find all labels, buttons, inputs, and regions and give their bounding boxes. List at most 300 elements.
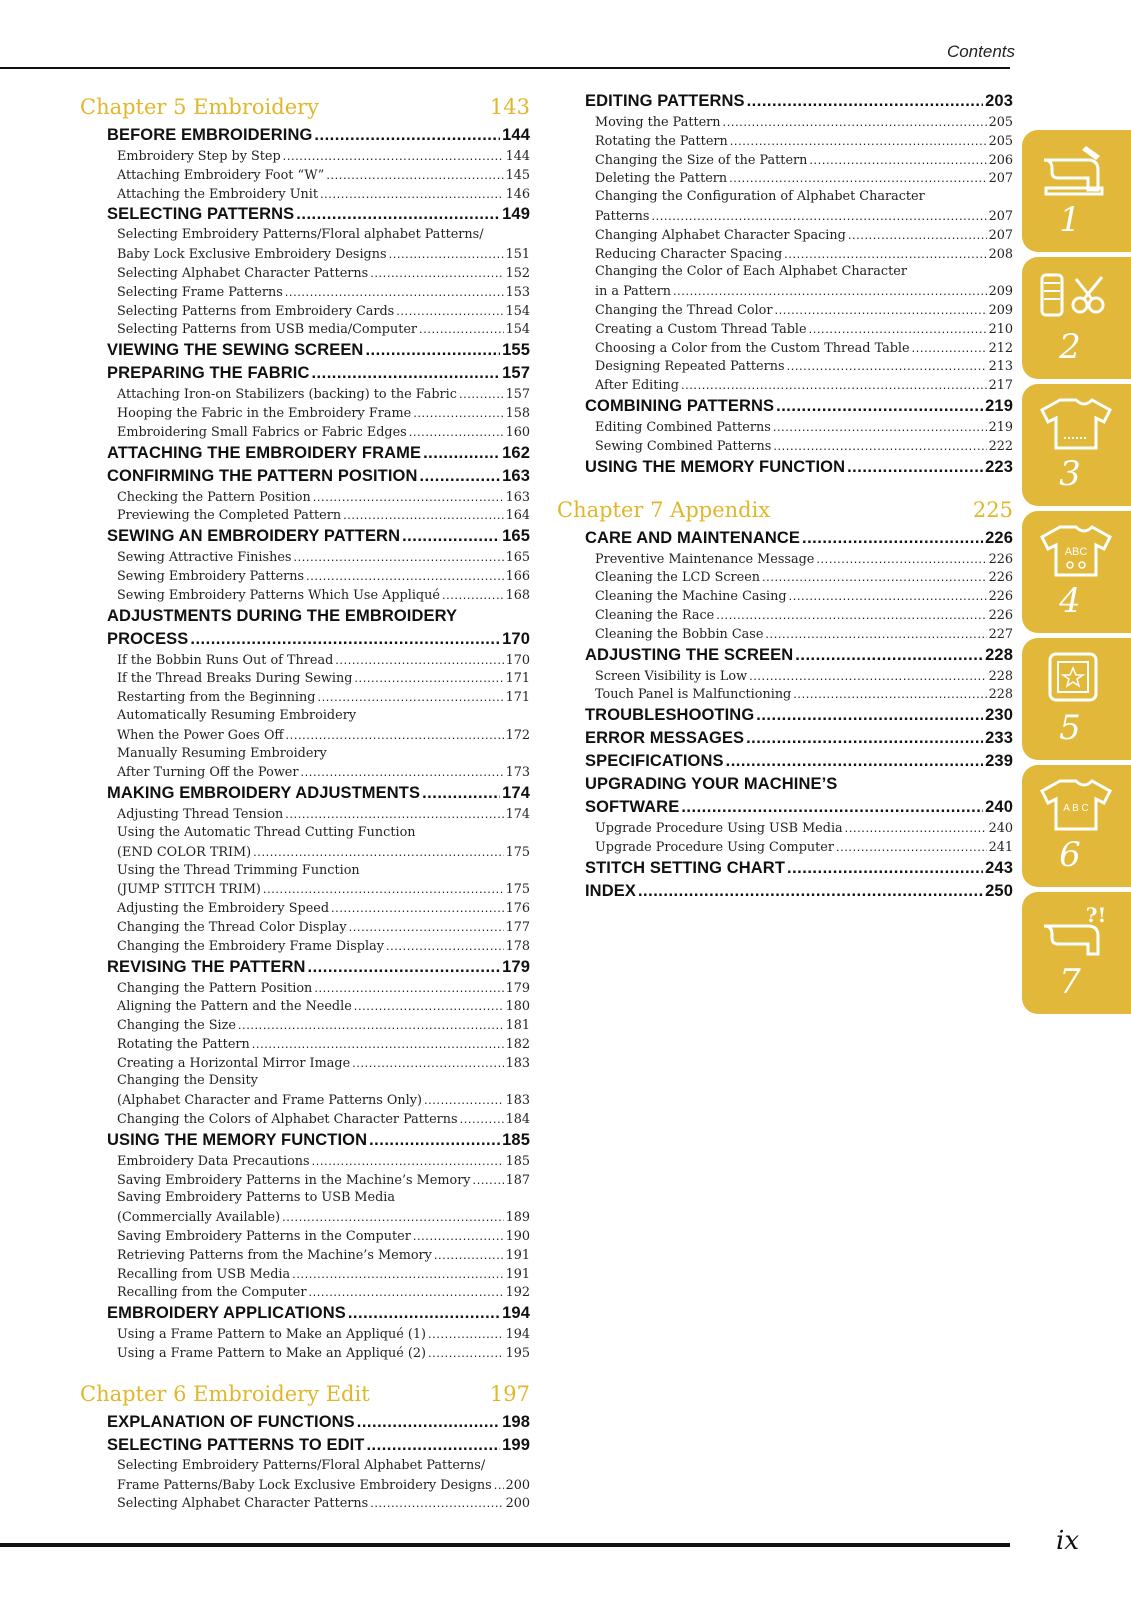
toc-subsection-entry[interactable] bbox=[565, 685, 1013, 704]
toc-subsection-entry[interactable] bbox=[80, 548, 530, 567]
toc-entry-page: 165 bbox=[502, 527, 530, 546]
toc-subsection-entry[interactable] bbox=[80, 1227, 530, 1246]
chapter-title: Chapter 5 Embroidery bbox=[80, 95, 320, 119]
toc-entry-title: Using the Automatic Thread Cutting Function bbox=[117, 824, 416, 840]
toc-entry-page: 146 bbox=[505, 186, 530, 202]
toc-entry-page: 175 bbox=[505, 882, 530, 898]
toc-subsection-entry[interactable] bbox=[565, 282, 1013, 301]
toc-entry-page: 228 bbox=[988, 668, 1013, 684]
dot-leader bbox=[286, 726, 504, 745]
dot-leader bbox=[787, 857, 983, 880]
toc-entry-title: Embroidery Step by Step bbox=[117, 149, 281, 164]
toc-section-entry[interactable] bbox=[80, 782, 530, 805]
toc-entry-page: 183 bbox=[505, 1093, 530, 1109]
toc-subsection-entry[interactable] bbox=[80, 320, 530, 339]
toc-section-entry[interactable] bbox=[80, 362, 530, 385]
toc-entry-page: 173 bbox=[505, 765, 530, 781]
toc-entry-title: When the Power Goes Off bbox=[117, 727, 284, 743]
toc-subsection-entry[interactable] bbox=[80, 245, 530, 264]
chapter-tab-number: 2 bbox=[1059, 327, 1081, 367]
toc-subsection-entry[interactable] bbox=[80, 226, 530, 245]
toc-section-entry[interactable] bbox=[565, 750, 1013, 773]
toc-entry-page: 181 bbox=[505, 1018, 530, 1034]
toc-subsection-entry[interactable] bbox=[80, 567, 530, 586]
toc-entry-page: 187 bbox=[505, 1172, 530, 1188]
toc-entry-page: 207 bbox=[988, 171, 1013, 187]
toc-subsection-entry[interactable] bbox=[80, 899, 530, 918]
toc-entry-title: Attaching Embroidery Foot “W” bbox=[117, 167, 325, 183]
toc-section-entry[interactable] bbox=[80, 956, 530, 979]
chapter-title: Chapter 7 Appendix bbox=[557, 497, 771, 522]
toc-section-entry[interactable] bbox=[80, 605, 530, 628]
toc-entry-title: (Alphabet Character and Frame Patterns Only) bbox=[117, 1093, 422, 1109]
toc-entry-title: Retrieving Patterns from the Machine’s Memory bbox=[117, 1247, 432, 1263]
toc-right-column bbox=[557, 90, 1013, 903]
dot-leader bbox=[787, 357, 987, 376]
toc-subsection-entry[interactable] bbox=[80, 1091, 530, 1110]
toc-subsection-entry[interactable] bbox=[80, 423, 530, 442]
chapter-tab-2[interactable] bbox=[1022, 257, 1131, 379]
toc-entry-page: 228 bbox=[988, 687, 1013, 703]
toc-entry-title: Preventive Maintenance Message bbox=[595, 551, 815, 567]
toc-entry-title: USING THE MEMORY FUNCTION bbox=[585, 457, 846, 476]
toc-entry-title: Changing the Thread Color Display bbox=[117, 919, 347, 935]
dot-leader bbox=[320, 185, 504, 204]
toc-subsection-entry[interactable] bbox=[565, 169, 1013, 188]
toc-entry-title: TROUBLESHOOTING bbox=[585, 706, 755, 725]
toc-entry-title: Cleaning the LCD Screen bbox=[595, 570, 761, 586]
dot-leader bbox=[723, 113, 987, 132]
toc-subsection-entry[interactable] bbox=[565, 819, 1013, 838]
toc-subsection-entry[interactable] bbox=[565, 113, 1013, 132]
dot-leader bbox=[348, 1302, 500, 1325]
toc-section-entry[interactable] bbox=[80, 525, 530, 548]
toc-entry-page: 163 bbox=[505, 489, 530, 505]
toc-section-entry[interactable] bbox=[565, 456, 1013, 479]
toc-subsection-entry[interactable] bbox=[80, 1476, 530, 1495]
toc-subsection-entry[interactable] bbox=[80, 1457, 530, 1476]
toc-subsection-entry[interactable] bbox=[80, 997, 530, 1016]
dot-leader bbox=[773, 437, 986, 456]
dot-leader bbox=[802, 527, 983, 550]
toc-subsection-entry[interactable] bbox=[80, 1265, 530, 1284]
dot-leader bbox=[422, 782, 500, 805]
toc-subsection-entry[interactable] bbox=[80, 669, 530, 688]
chapter-tab-7[interactable] bbox=[1022, 892, 1131, 1014]
toc-entry-page: 191 bbox=[505, 1247, 530, 1263]
toc-entry-title: Creating a Horizontal Mirror Image bbox=[117, 1055, 351, 1071]
toc-entry-title: Changing the Density bbox=[117, 1073, 258, 1089]
toc-entry-page: 226 bbox=[988, 607, 1013, 623]
toc-subsection-entry[interactable] bbox=[565, 263, 1013, 282]
dot-leader bbox=[847, 456, 983, 479]
toc-subsection-entry[interactable] bbox=[565, 376, 1013, 395]
toc-entry-title: USING THE MEMORY FUNCTION bbox=[107, 1130, 368, 1149]
dot-leader bbox=[809, 151, 986, 170]
toc-entry-page: 183 bbox=[505, 1055, 530, 1071]
toc-entry-title: Rotating the Pattern bbox=[595, 133, 728, 149]
toc-entry-page: 207 bbox=[988, 208, 1013, 224]
toc-entry-page: 158 bbox=[505, 405, 530, 421]
toc-entry-page: 189 bbox=[505, 1210, 530, 1226]
chapter-tabs bbox=[1022, 130, 1131, 1019]
dot-leader bbox=[370, 264, 503, 283]
toc-entry-page: 170 bbox=[505, 652, 530, 668]
toc-entry-title: ERROR MESSAGES bbox=[585, 729, 745, 748]
chapter-tab-6[interactable] bbox=[1022, 765, 1131, 887]
dot-leader bbox=[252, 1035, 504, 1054]
toc-entry-title: Embroidering Small Fabrics or Fabric Edges bbox=[117, 424, 407, 440]
dot-leader bbox=[434, 1246, 504, 1265]
toc-entry-page: 194 bbox=[505, 1327, 530, 1343]
dot-leader bbox=[396, 302, 503, 321]
toc-section-entry[interactable] bbox=[565, 704, 1013, 727]
toc-section-entry[interactable] bbox=[80, 339, 530, 362]
dot-leader bbox=[681, 376, 987, 395]
toc-section-entry[interactable] bbox=[80, 442, 530, 465]
toc-subsection-entry[interactable] bbox=[565, 568, 1013, 587]
sewing-machine-help-icon bbox=[1036, 902, 1116, 962]
toc-subsection-entry[interactable] bbox=[80, 880, 530, 899]
toc-subsection-entry[interactable] bbox=[80, 1246, 530, 1265]
toc-entry-title: Selecting Alphabet Character Patterns bbox=[117, 1496, 369, 1512]
toc-subsection-entry[interactable] bbox=[80, 763, 530, 782]
toc-entry-title: Sewing Embroidery Patterns Which Use Appliqué bbox=[117, 587, 440, 603]
toc-subsection-entry[interactable] bbox=[80, 805, 530, 824]
toc-entry-title: SELECTING PATTERNS TO EDIT bbox=[107, 1435, 365, 1454]
shirt-abc-icon bbox=[1036, 521, 1116, 581]
toc-entry-title: SOFTWARE bbox=[585, 798, 680, 817]
toc-subsection-entry[interactable] bbox=[565, 320, 1013, 339]
toc-subsection-entry[interactable] bbox=[565, 188, 1013, 207]
dot-leader bbox=[459, 385, 504, 404]
toc-entry-title: Adjusting the Embroidery Speed bbox=[117, 901, 330, 917]
toc-subsection-entry[interactable] bbox=[565, 226, 1013, 245]
toc-entry-title: Changing the Pattern Position bbox=[117, 980, 313, 996]
chapter-tab-5[interactable] bbox=[1022, 638, 1131, 760]
dot-leader bbox=[428, 1325, 504, 1344]
toc-entry-title: Frame Patterns/Baby Lock Exclusive Embroidery Designs bbox=[117, 1477, 492, 1493]
toc-subsection-entry[interactable] bbox=[565, 625, 1013, 644]
toc-entry-title: Changing the Colors of Alphabet Character Patterns bbox=[117, 1112, 458, 1128]
toc-entry-title: ADJUSTMENTS DURING THE EMBROIDERY bbox=[107, 606, 458, 625]
dot-leader bbox=[638, 880, 983, 903]
dot-leader bbox=[784, 245, 986, 264]
toc-entry-title: Using a Frame Pattern to Make an Appliqué (2) bbox=[117, 1346, 426, 1362]
toc-subsection-entry[interactable] bbox=[80, 1494, 530, 1513]
toc-entry-page: 153 bbox=[505, 284, 530, 300]
dot-leader bbox=[420, 465, 501, 488]
toc-section-entry[interactable] bbox=[80, 203, 530, 226]
dot-leader bbox=[365, 339, 500, 362]
toc-section-entry[interactable] bbox=[565, 727, 1013, 750]
toc-section-entry[interactable] bbox=[565, 880, 1013, 903]
dot-leader bbox=[190, 628, 500, 651]
toc-subsection-entry[interactable] bbox=[80, 147, 530, 166]
toc-subsection-entry[interactable] bbox=[80, 1325, 530, 1344]
toc-section-entry[interactable] bbox=[565, 527, 1013, 550]
toc-entry-title: Aligning the Pattern and the Needle bbox=[117, 999, 352, 1015]
dot-leader bbox=[238, 1016, 504, 1035]
toc-subsection-entry[interactable] bbox=[80, 1054, 530, 1073]
toc-entry-title: After Editing bbox=[595, 378, 679, 394]
toc-entry-page: 207 bbox=[988, 227, 1013, 243]
dot-leader bbox=[776, 395, 983, 418]
toc-subsection-entry[interactable] bbox=[80, 166, 530, 185]
toc-subsection-entry[interactable] bbox=[80, 1171, 530, 1190]
toc-subsection-entry[interactable] bbox=[80, 843, 530, 862]
dot-leader bbox=[762, 568, 987, 587]
toc-entry-title: Selecting Embroidery Patterns/Floral Alphabet Patterns/ bbox=[117, 1457, 486, 1473]
toc-entry-title: Saving Embroidery Patterns to USB Media bbox=[117, 1190, 396, 1206]
toc-subsection-entry[interactable] bbox=[80, 707, 530, 726]
toc-entry-title: SPECIFICATIONS bbox=[585, 752, 724, 771]
toc-entry-page: 157 bbox=[505, 387, 530, 403]
toc-subsection-entry[interactable] bbox=[565, 357, 1013, 376]
toc-entry-title: Baby Lock Exclusive Embroidery Designs bbox=[117, 247, 387, 263]
toc-subsection-entry[interactable] bbox=[565, 301, 1013, 320]
toc-section-entry[interactable] bbox=[565, 796, 1013, 819]
toc-entry-page: 185 bbox=[505, 1153, 530, 1169]
toc-entry-title: Changing the Size bbox=[117, 1018, 236, 1034]
dot-leader bbox=[651, 207, 986, 226]
toc-subsection-entry[interactable] bbox=[565, 587, 1013, 606]
toc-subsection-entry[interactable] bbox=[80, 979, 530, 998]
dot-leader bbox=[285, 283, 504, 302]
dot-leader bbox=[402, 525, 500, 548]
dot-leader bbox=[354, 669, 503, 688]
toc-entry-page: 166 bbox=[505, 568, 530, 584]
toc-subsection-entry[interactable] bbox=[565, 339, 1013, 358]
toc-entry-page: 227 bbox=[988, 626, 1013, 642]
dot-leader bbox=[746, 727, 983, 750]
toc-entry-page: 209 bbox=[988, 302, 1013, 318]
chapter-page-number: 225 bbox=[972, 497, 1013, 522]
sewing-machine-icon bbox=[1036, 140, 1116, 200]
toc-entry-page: 239 bbox=[985, 752, 1013, 771]
toc-subsection-entry[interactable] bbox=[565, 207, 1013, 226]
dot-leader bbox=[726, 750, 984, 773]
dot-leader bbox=[352, 1054, 503, 1073]
toc-subsection-entry[interactable] bbox=[80, 264, 530, 283]
dot-leader bbox=[773, 418, 987, 437]
toc-subsection-entry[interactable] bbox=[80, 937, 530, 956]
toc-entry-title: EDITING PATTERNS bbox=[585, 92, 745, 110]
toc-entry-page: 176 bbox=[505, 901, 530, 917]
toc-entry-page: 182 bbox=[505, 1036, 530, 1052]
toc-entry-page: 185 bbox=[502, 1130, 530, 1149]
dot-leader bbox=[747, 90, 984, 113]
toc-section-entry[interactable] bbox=[80, 465, 530, 488]
toc-entry-page: 144 bbox=[505, 149, 530, 164]
dot-leader bbox=[357, 1411, 500, 1434]
toc-subsection-entry[interactable] bbox=[80, 488, 530, 507]
toc-subsection-entry[interactable] bbox=[565, 132, 1013, 151]
toc-entry-title: Restarting from the Beginning bbox=[117, 690, 316, 706]
toc-entry-title: (JUMP STITCH TRIM) bbox=[117, 882, 261, 898]
toc-entry-title: Choosing a Color from the Custom Thread Table bbox=[595, 340, 910, 356]
toc-entry-title: ATTACHING THE EMBROIDERY FRAME bbox=[107, 443, 422, 462]
dot-leader bbox=[308, 1283, 503, 1302]
dot-leader bbox=[413, 404, 503, 423]
toc-entry-page: 174 bbox=[505, 807, 530, 823]
toc-section-entry[interactable] bbox=[80, 1434, 530, 1457]
toc-subsection-entry[interactable] bbox=[80, 745, 530, 764]
toc-entry-page: 210 bbox=[988, 321, 1013, 337]
toc-subsection-entry[interactable] bbox=[80, 1110, 530, 1129]
dot-leader bbox=[282, 1208, 503, 1227]
toc-section-entry[interactable] bbox=[565, 395, 1013, 418]
toc-entry-title: Reducing Character Spacing bbox=[595, 246, 783, 262]
toc-section-entry[interactable] bbox=[565, 857, 1013, 880]
toc-entry-title: PROCESS bbox=[107, 629, 189, 648]
dot-leader bbox=[793, 685, 986, 704]
chapter-heading[interactable] bbox=[80, 90, 530, 124]
toc-entry-title: Changing the Size of the Pattern bbox=[595, 152, 808, 168]
dot-leader bbox=[308, 956, 501, 979]
toc-subsection-entry[interactable] bbox=[80, 726, 530, 745]
toc-entry-title: Attaching Iron-on Stabilizers (backing) to the Fabric bbox=[117, 387, 457, 403]
dot-leader bbox=[366, 1434, 500, 1457]
toc-entry-title: Patterns bbox=[595, 208, 650, 224]
toc-entry-page: 165 bbox=[505, 550, 530, 566]
toc-subsection-entry[interactable] bbox=[80, 1208, 530, 1227]
toc-subsection-entry[interactable] bbox=[80, 1152, 530, 1171]
chapter-tab-1[interactable] bbox=[1022, 130, 1131, 252]
chapter-tab-number: 6 bbox=[1059, 835, 1081, 875]
toc-section-entry[interactable] bbox=[80, 1302, 530, 1325]
toc-entry-title: Selecting Patterns from Embroidery Cards bbox=[117, 303, 395, 319]
toc-entry-title: EMBROIDERY APPLICATIONS bbox=[107, 1304, 346, 1323]
toc-subsection-entry[interactable] bbox=[565, 245, 1013, 264]
toc-subsection-entry[interactable] bbox=[565, 667, 1013, 686]
toc-entry-page: 212 bbox=[988, 340, 1013, 356]
toc-entry-title: (Commercially Available) bbox=[117, 1210, 281, 1226]
toc-subsection-entry[interactable] bbox=[565, 838, 1013, 857]
toc-subsection-entry[interactable] bbox=[565, 606, 1013, 625]
toc-section-entry[interactable] bbox=[80, 1411, 530, 1434]
toc-subsection-entry[interactable] bbox=[80, 185, 530, 204]
dot-leader bbox=[253, 843, 503, 862]
toc-entry-title: EXPLANATION OF FUNCTIONS bbox=[107, 1412, 355, 1431]
header-title: Contents bbox=[946, 42, 1015, 61]
dot-leader bbox=[370, 1494, 503, 1513]
toc-subsection-entry[interactable] bbox=[80, 1283, 530, 1302]
toc-entry-page: 192 bbox=[505, 1285, 530, 1301]
toc-entry-page: 144 bbox=[502, 126, 530, 144]
toc-entry-title: STITCH SETTING CHART bbox=[585, 858, 785, 877]
dot-leader bbox=[369, 1129, 500, 1152]
chapter-title: Chapter 6 Embroidery Edit bbox=[80, 1381, 370, 1406]
toc-subsection-entry[interactable] bbox=[565, 151, 1013, 170]
toc-entry-title: Using the Thread Trimming Function bbox=[117, 862, 360, 878]
toc-entry-page: 174 bbox=[502, 784, 530, 803]
toc-subsection-entry[interactable] bbox=[80, 688, 530, 707]
toc-subsection-entry[interactable] bbox=[565, 437, 1013, 456]
toc-subsection-entry[interactable] bbox=[80, 918, 530, 937]
chapter-tab-4[interactable] bbox=[1022, 511, 1131, 633]
toc-entry-title: Changing the Embroidery Frame Display bbox=[117, 938, 384, 954]
dot-leader bbox=[301, 763, 504, 782]
toc-subsection-entry[interactable] bbox=[80, 506, 530, 525]
toc-entry-title: CARE AND MAINTENANCE bbox=[585, 528, 800, 547]
toc-subsection-entry[interactable] bbox=[80, 651, 530, 670]
toc-entry-title: INDEX bbox=[585, 881, 636, 900]
toc-entry-page: 226 bbox=[988, 589, 1013, 605]
toc-subsection-entry[interactable] bbox=[80, 862, 530, 881]
toc-subsection-entry[interactable] bbox=[80, 302, 530, 321]
toc-subsection-entry[interactable] bbox=[80, 385, 530, 404]
dot-leader bbox=[312, 1152, 504, 1171]
toc-entry-title: If the Thread Breaks During Sewing bbox=[117, 671, 353, 687]
chapter-heading[interactable] bbox=[557, 493, 1013, 527]
toc-entry-page: 205 bbox=[988, 115, 1013, 130]
toc-subsection-entry[interactable] bbox=[80, 1072, 530, 1091]
toc-entry-title: Screen Visibility is Low bbox=[595, 668, 748, 684]
toc-section-entry[interactable] bbox=[565, 90, 1013, 113]
toc-section-entry[interactable] bbox=[80, 628, 530, 651]
toc-entry-title: COMBINING PATTERNS bbox=[585, 396, 775, 415]
dot-leader bbox=[809, 320, 987, 339]
toc-subsection-entry[interactable] bbox=[565, 418, 1013, 437]
dot-leader bbox=[331, 899, 504, 918]
toc-subsection-entry[interactable] bbox=[80, 1189, 530, 1208]
toc-entry-page: 241 bbox=[988, 839, 1013, 855]
toc-entry-title: in a Pattern bbox=[595, 284, 671, 300]
toc-section-entry[interactable] bbox=[565, 644, 1013, 667]
toc-entry-title: Recalling from USB Media bbox=[117, 1266, 291, 1282]
toc-subsection-entry[interactable] bbox=[80, 1035, 530, 1054]
toc-subsection-entry[interactable] bbox=[565, 550, 1013, 569]
dot-leader bbox=[442, 586, 504, 605]
toc-section-entry[interactable] bbox=[80, 1129, 530, 1152]
footer-rule bbox=[0, 1543, 1010, 1547]
dot-leader bbox=[673, 282, 987, 301]
dot-leader bbox=[795, 644, 983, 667]
toc-subsection-entry[interactable] bbox=[80, 1016, 530, 1035]
toc-subsection-entry[interactable] bbox=[80, 824, 530, 843]
dot-leader bbox=[293, 548, 503, 567]
toc-entry-page: 152 bbox=[505, 265, 530, 281]
toc-entry-page: 243 bbox=[985, 858, 1013, 877]
dot-leader bbox=[460, 1110, 504, 1129]
toc-entry-title: Adjusting Thread Tension bbox=[117, 807, 284, 823]
toc-entry-page: 222 bbox=[988, 438, 1013, 454]
toc-section-entry[interactable] bbox=[80, 124, 530, 147]
toc-subsection-entry[interactable] bbox=[80, 586, 530, 605]
toc-entry-page: 179 bbox=[502, 957, 530, 976]
toc-entry-title: Upgrade Procedure Using Computer bbox=[595, 839, 834, 855]
toc-entry-page: 191 bbox=[505, 1266, 530, 1282]
dot-leader bbox=[389, 245, 504, 264]
toc-entry-page: 200 bbox=[505, 1496, 530, 1512]
toc-entry-title: Selecting Patterns from USB media/Computer bbox=[117, 322, 418, 338]
toc-subsection-entry[interactable] bbox=[80, 283, 530, 302]
chapter-heading[interactable] bbox=[80, 1377, 530, 1411]
chapter-tab-3[interactable] bbox=[1022, 384, 1131, 506]
toc-entry-title: Sewing Embroidery Patterns bbox=[117, 568, 305, 584]
toc-section-entry[interactable] bbox=[565, 773, 1013, 796]
toc-entry-title: Automatically Resuming Embroidery bbox=[117, 707, 357, 723]
dot-leader bbox=[354, 997, 504, 1016]
toc-entry-page: 170 bbox=[502, 629, 530, 648]
dot-leader bbox=[749, 667, 986, 686]
toc-entry-title: Recalling from the Computer bbox=[117, 1285, 307, 1301]
toc-subsection-entry[interactable] bbox=[80, 404, 530, 423]
toc-subsection-entry[interactable] bbox=[80, 1344, 530, 1363]
toc-entry-page: 154 bbox=[505, 303, 530, 319]
dot-leader bbox=[765, 625, 986, 644]
